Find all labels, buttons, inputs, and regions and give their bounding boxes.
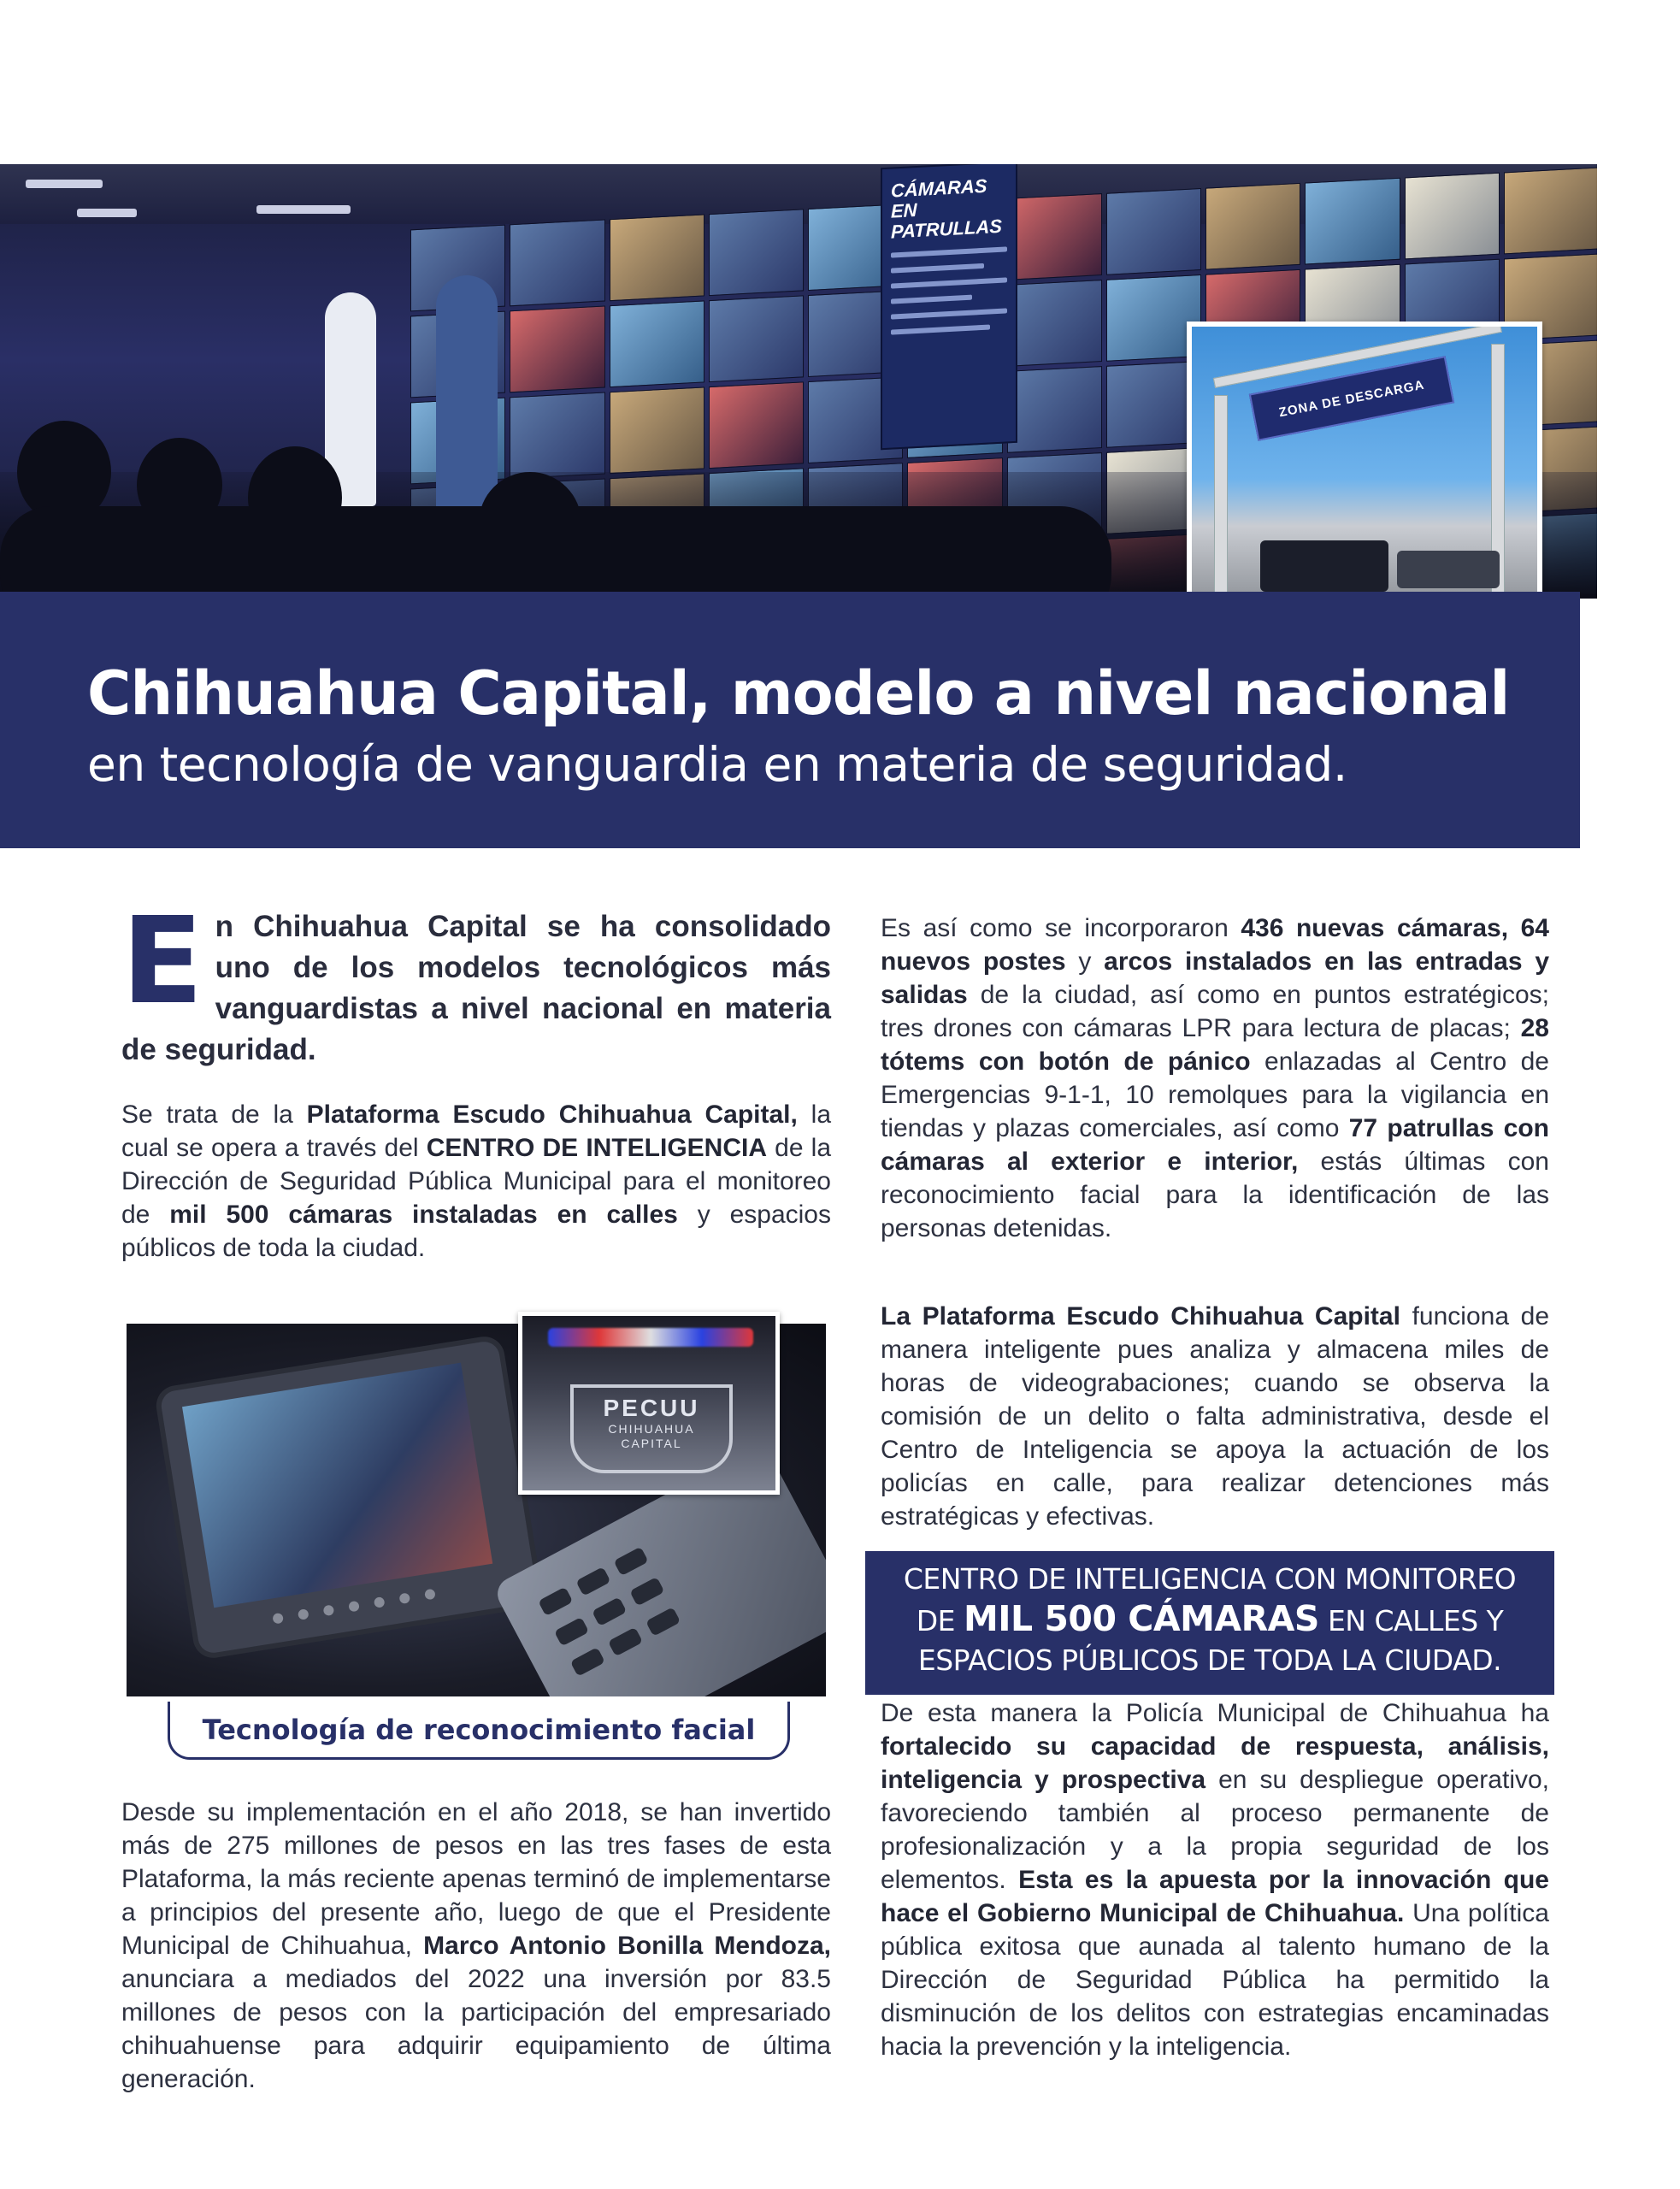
bold-run: Marco Antonio Bonilla Mendoza,: [423, 1932, 831, 1960]
ceiling-light: [77, 209, 137, 217]
text-run: funciona de manera inteligente pues analiza y almacena miles de horas de videograbaciones; cuando se observa la comisión de un delito o falta administrativa, desde el Centro de Inteligencia se apoya la actuación de los policías en calle, para realizar detenciones más estratégicas y efectivas.: [881, 1302, 1549, 1531]
pecuu-badge: [570, 1384, 733, 1473]
lead-text: n Chihuahua Capital se ha consolidado uno de los modelos tecnológicos más vanguardistas a nivel nacional en materia de seguridad.: [121, 910, 831, 1066]
callout-highlight: MIL 500 CÁMARAS: [963, 1598, 1319, 1639]
drop-cap: E: [121, 892, 203, 1031]
text-run: enlazadas al Centro de Emergencias 9-1-1, 10 remolques para la vigilancia en tiendas y plazas comerciales, así como: [881, 1047, 1549, 1142]
paragraph-funcionamiento: [881, 1300, 1549, 1533]
photo-pecuu-vehicle: [518, 1312, 780, 1495]
bold-run: mil 500 cámaras instaladas en calles: [169, 1201, 678, 1229]
text-run: estás últimas con reconocimiento facial para la identificación de las personas detenidas.: [881, 1148, 1549, 1242]
cameras-panel-title: CÁMARAS EN PATRULLAS: [891, 174, 1002, 243]
callout-text: EN CALLES Y: [1318, 1604, 1504, 1637]
bold-run: 77 patrullas con cámaras al exterior e interior,: [881, 1114, 1549, 1176]
bold-run: fortalecido su capacidad de respuesta, análisis, inteligencia y prospectiva: [881, 1732, 1549, 1794]
bold-run: Plataforma Escudo Chihuahua Capital,: [306, 1100, 798, 1129]
arch-sign: ZONA DE DESCARGA: [1249, 356, 1454, 441]
bold-run: La Plataforma Escudo Chihuahua Capital: [881, 1302, 1400, 1331]
police-lightbar: [548, 1328, 753, 1347]
audience-rows: [0, 506, 1111, 599]
lead-paragraph: [121, 892, 831, 1071]
monitor-screen: [182, 1363, 492, 1608]
patrol-truck: [1260, 540, 1388, 592]
text-run: anunciara a mediados del 2022 una inversión por 83.5 millones de pesos con la participación del empresariado chihuahuense para adquirir equipamiento de última generación.: [121, 1965, 831, 2093]
arch-post-left: [1214, 395, 1228, 609]
text-run: de la Dirección de Seguridad Pública Municipal para el monitoreo de: [121, 1134, 831, 1229]
text-run: y: [1065, 947, 1105, 976]
text-run: en su despliegue operativo, favoreciendo también al proceso permanente de profesionalización y a la propia seguridad de los elementos.: [881, 1766, 1549, 1894]
pecuu-name: PECUU: [603, 1395, 700, 1421]
callout-text: DE: [916, 1604, 964, 1637]
bold-run: Esta es la apuesta por la innovación que hace el Gobierno Municipal de Chihuahua.: [881, 1866, 1549, 1927]
bold-run: 28 tótems con botón de pánico: [881, 1014, 1549, 1076]
pecuu-city-line1: CHIHUAHUA: [608, 1422, 695, 1436]
text-run: Se trata de la: [121, 1100, 307, 1129]
paragraph-equipamiento: [881, 912, 1549, 1245]
callout-line1: CENTRO DE INTELIGENCIA CON MONITOREO: [903, 1562, 1517, 1596]
inset-photo-arch: [1187, 322, 1542, 609]
cameras-panel: [881, 164, 1017, 450]
callout-line2: [865, 1599, 1554, 1641]
paragraph-plataforma: [121, 1098, 831, 1265]
bold-run: 436 nuevas cámaras, 64 nuevos postes: [881, 914, 1549, 976]
callout-line3: ESPACIOS PÚBLICOS DE TODA LA CIUDAD.: [917, 1643, 1502, 1677]
text-run: de la ciudad, así como en puntos estratégicos; tres drones con cámaras LPR para lectura de placas;: [881, 981, 1549, 1042]
paragraph-conclusion: [881, 1696, 1549, 2063]
text-run: Desde su implementación en el año 2018, se han invertido más de 275 millones de pesos en las tres fases de esta Plataforma, la más reciente apenas terminó de implementarse a principios del presente año, luego de que el Presidente Municipal de Chihuahua,: [121, 1798, 831, 1960]
subheadline: en tecnología de vanguardia en materia de seguridad.: [87, 737, 1347, 792]
photo-caption: Tecnología de reconocimiento facial: [168, 1702, 790, 1760]
patrol-truck: [1397, 551, 1500, 588]
text-run: Una política pública exitosa que aunada al talento humano de la Dirección de Seguridad Pública ha permitido la disminución de los delitos con estrategias encaminadas hacia la prevención y la inteligencia.: [881, 1899, 1549, 2061]
ceiling-light: [256, 205, 351, 214]
dash-monitor: [159, 1340, 539, 1655]
text-run: De esta manera la Policía Municipal de Chihuahua ha: [881, 1699, 1549, 1727]
bold-run: CENTRO DE INTELIGENCIA: [426, 1134, 767, 1162]
text-run: la cual se opera a través del: [121, 1100, 831, 1162]
bold-run: arcos instalados en las entradas y salidas: [881, 947, 1550, 1009]
ceiling-light: [26, 180, 103, 188]
paragraph-inversion: [121, 1796, 831, 2096]
pecuu-city-line2: CAPITAL: [621, 1437, 682, 1450]
callout-box: [865, 1551, 1554, 1695]
text-run: Es así como se incorporaron: [881, 914, 1241, 942]
headline: Chihuahua Capital, modelo a nivel nacional: [87, 658, 1510, 729]
text-run: y espacios públicos de toda la ciudad.: [121, 1201, 831, 1262]
